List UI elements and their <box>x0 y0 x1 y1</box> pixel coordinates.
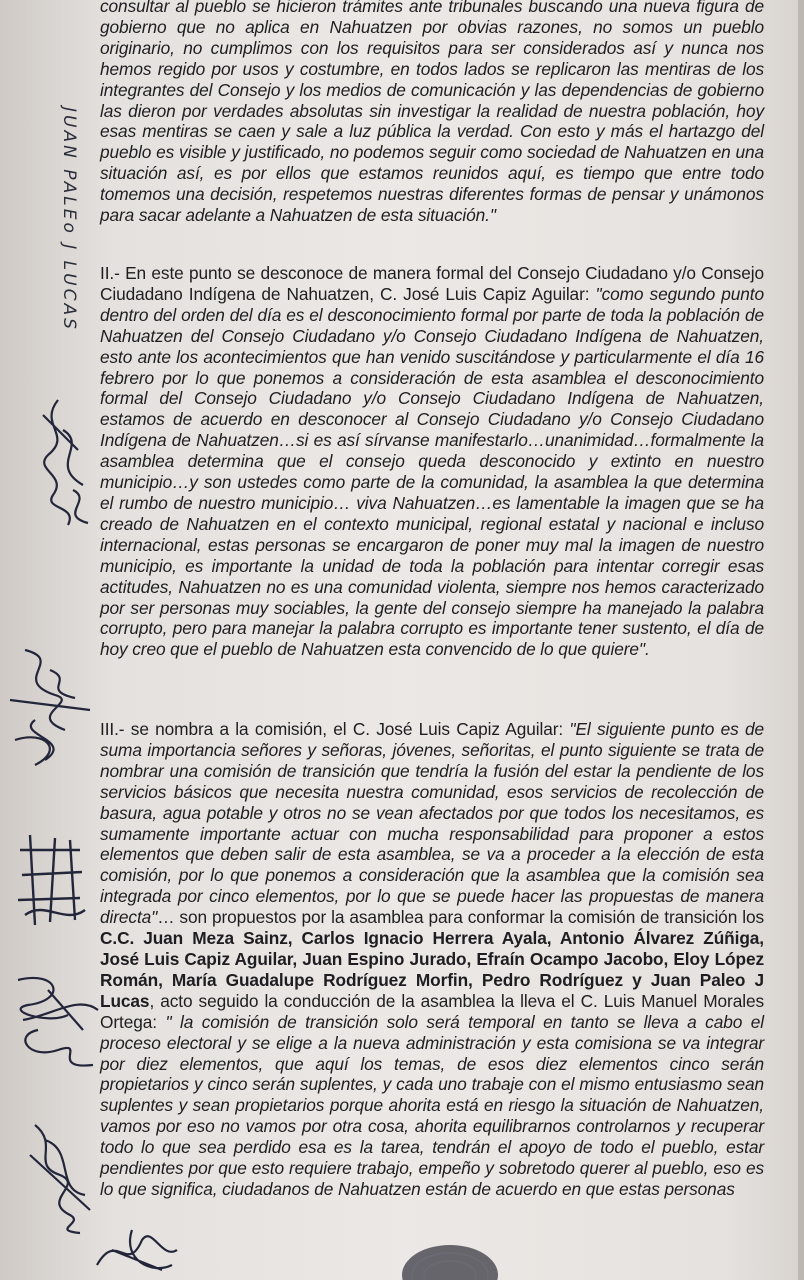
section-three-paragraph <box>100 719 764 1200</box>
signature-scribble-4 <box>8 970 103 1080</box>
signature-scribble-5 <box>20 1115 100 1235</box>
section-three-mid: … son propuestos por la asamblea para conformar la comisión de transición los <box>157 907 764 928</box>
section-three-quote: "El siguiente punto es de suma importancia señores y señoras, jóvenes, señoritas, el punto siguiente se trata de nombrar una comisión de transición que tendría la fusión del estar la pendiente de los servicios básicos que necesita nuestra comunidad, esos servicios de recolección de basura, agua potable y otros no se vean afectados por que todos los necesitamos, es sumamente importante actuar con mucha responsabilidad para proponer a estos elementos que deben salir de esta asamblea, se va a proceder a la elección de esta comisión, por lo que ponemos a consideración que la asamblea que la comisión sea integrada por cinco elementos, por lo que se puede hacer las propuestas de manera directa" <box>100 719 764 928</box>
section-three-after: , acto seguido la conducción de la asamblea la lleva el C. Luis Manuel Morales Ortega: <box>100 990 764 1032</box>
section-two-quote: "como segundo punto dentro del orden del día es el desconocimiento formal por parte de toda la población de Nahuatzen del Consejo Ciudadano y/o Consejo Ciudadano Indígena de Nahuatzen, esto ante los acontecimientos que han venido suscitándose y particularmente el día 16 febrero por lo que ponemos a consideración de esta asamblea el desconocimiento formal del Consejo Ciudadano y/o Consejo Ciudadano Indígena de Nahuatzen, estamos de acuerdo en desconocer al Consejo Ciudadano y/o Consejo Ciudadano Indígena de Nahuatzen…si es así sírvanse manifestarlo…unanimidad…formalmente la asamblea determina que el consejo queda desconocido y extinto en nuestro municipio…y son ustedes como parte de la comunidad, la asamblea la que determina el rumbo de nuestro municipio… viva Nahuatzen…es lamentable la imagen que se ha creado de Nahuatzen en el contexto municipal, regional estatal y nacional e incluso internacional, estas personas se encargaron de poner muy mal la imagen de nuestro municipio, es importante la unidad de toda la población para intentar corregir esas actitudes, Nahuatzen no es una comunidad violenta, siempre nos hemos caracterizado por ser personas muy sociables, la gente del consejo siempre ha manejado la palabra corrupto, pero para manejar la palabra corrupto es importante tener sustento, el día de hoy creo que el pueblo de Nahuatzen esta convencido de lo que quiere". <box>100 283 764 660</box>
signature-scribble-6 <box>92 1220 182 1280</box>
thumbprint <box>395 1235 505 1280</box>
signature-scribble-3 <box>10 830 90 930</box>
intro-text: consultar al pueblo se hicieron trámites ante tribunales buscando una nueva figura de gobierno que no aplica en Nahuatzen por obvias razones, no somos un pueblo originario, no cumplimos con los requisitos para ser considerados así y nunca nos hemos regido por usos y costumbre, en todos lados se replicaron las mentiras de los integrantes del Consejo y los medios de comunicación y las dependencias de gobierno las dieron por verdades absolutas sin investigar la realidad de nuestra población, hoy esas mentiras se caen y sale a luz pública la verdad. Con esto y más el hartazgo del pueblo es visible y justificado, no podemos seguir como sociedad de Nahuatzen en una situación así, es por ellos que estamos reunidos aquí, es tiempo que entre todo tomemos una decisión, respetemos nuestras diferentes formas de pensar y unámonos para sacar adelante a Nahuatzen de esta situación." <box>100 0 764 226</box>
page-edge <box>798 0 804 1280</box>
commission-names: C.C. Juan Meza Sainz, Carlos Ignacio Herrera Ayala, Antonio Álvarez Zúñiga, José Luis Capiz Aguilar, Juan Espino Jurado, Efraín Ocampo Jacobo, Eloy López Román, María Guadalupe Rodríguez Morfin, Pedro Rodríguez y Juan Paleo J Lucas <box>100 928 764 1011</box>
svg-text:JUAN PALEo J LUCAS: JUAN PALEo J LUCAS <box>59 107 79 332</box>
intro-paragraph <box>100 0 764 226</box>
signature-scribble-1 <box>28 395 98 535</box>
section-three-lead: III.- se nombra a la comisión, el C. José Luis Capiz Aguilar: <box>100 719 570 739</box>
section-two-lead: II.- En este punto se desconoce de manera formal del Consejo Ciudadano y/o Consejo Ciudadano Indígena de Nahuatzen, C. José Luis Capiz Aguilar: <box>100 263 764 304</box>
section-three-quote2: " la comisión de transición solo será temporal en tanto se lleva a cabo el proceso electoral y se elige a la nueva administración y esta comisiona se va integrar por diez elementos, que aquí los temas, de esos diez elementos cinco serán propietarios y cinco serán suplentes, y cada uno trabaje con el mismo entusiasmo sean suplentes y sean propietarios porque ahorita está en riesgo la situación de Nahuatzen, vamos por eso no vamos por otra cosa, ahorita equilibrarnos controlarnos y recuperar todo lo que sea perdido esa es la tarea, tendrán el apoyo de todo el pueblo, estar pendientes por que esto requiere trabajo, empeño y sobretodo querer al pueblo, eso es lo que significa, ciudadanos de Nahuatzen están de acuerdo en que estas personas <box>100 1011 764 1199</box>
handwritten-margin-name <box>42 105 80 345</box>
signature-scribble-2 <box>5 640 95 770</box>
section-two-paragraph <box>100 263 764 660</box>
